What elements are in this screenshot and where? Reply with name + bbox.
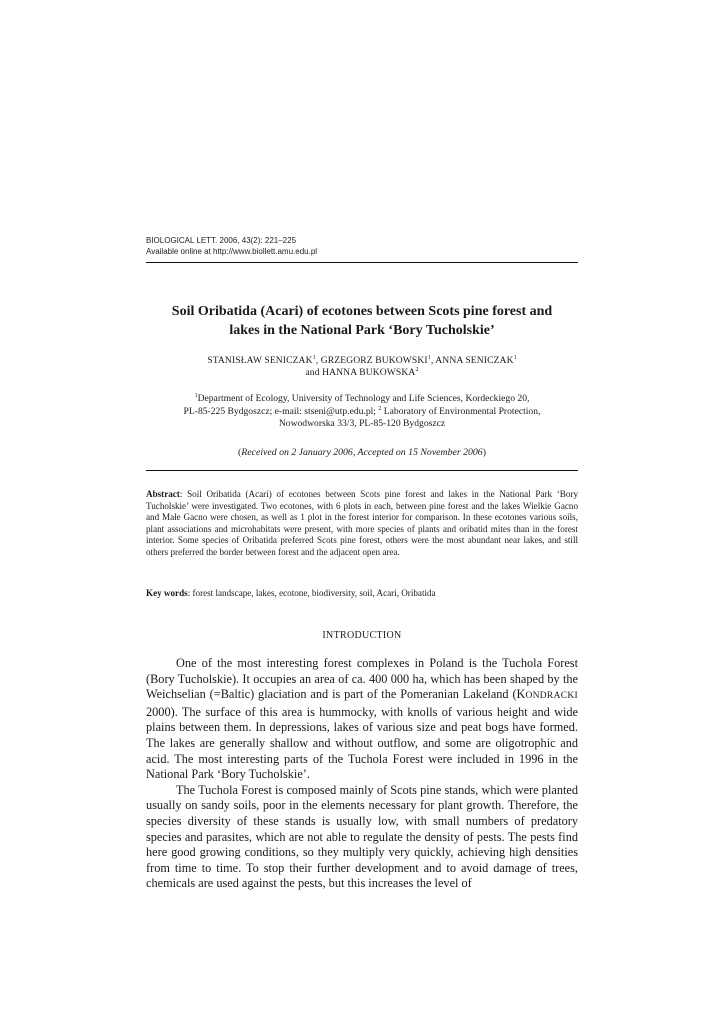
author-3: , ANNA SENICZAK bbox=[430, 355, 514, 366]
intro-paragraph-2: The Tuchola Forest is composed mainly of Scots pine stands, which were planted usually on sandy soils, poor in the elements necessary for plant growth. Therefore, the species diversity of these stands is usually low, with small numbers of predatory species and parasites, which are not able to regulate the density of pests. The pests find here good growing conditions, so they multiply very quickly, achieving high densities from time to time. To stop their further development and to avoid damage of trees, chemicals are used against the pests, but this increases the level of bbox=[146, 782, 578, 891]
abstract-text: : Soil Oribatida (Acari) of ecotones between Scots pine forest and lakes in the National Park ‘Bory Tucholskie’ were investigated. Two ecotones, with 6 plots in each, between pine forest and the lakes Wielkie Gacno and Małe Gacno were chosen, as well as 1 plot in the forest interior for comparison. In these ecotones various soils, plant associations and microhabitats were present, with more species of plants and oribatid mites than in the forest interior. Some species of Oribatida preferred Scots pine forest, others were the most abundant near lakes, and still others preferred the border between forest and the adjacent open area. bbox=[146, 489, 578, 557]
affil-line-2a: PL-85-225 Bydgoszcz; e-mail: stseni@utp.edu.pl; bbox=[183, 405, 379, 417]
author-2: , GRZEGORZ BUKOWSKI bbox=[315, 355, 428, 366]
author-1: STANISŁAW SENICZAK bbox=[207, 355, 313, 366]
author-4: and HANNA BUKOWSKA bbox=[305, 367, 416, 378]
intro-paragraph-1 bbox=[146, 656, 578, 783]
journal-header bbox=[146, 235, 578, 257]
received-open: ( bbox=[238, 447, 242, 458]
affil-line-1: Department of Ecology, University of Technology and Life Sciences, Kordeckiego 20, bbox=[197, 393, 530, 404]
received-dates bbox=[146, 447, 578, 459]
intro-p1-text-a: One of the most interesting forest complexes in Poland is the Tuchola Forest (Bory Tucholskie). It occupies an area of ca. 400 000 ha, which has been shaped by the Weichselian (=Baltic) glaciation and is part of the Pomeranian Lakeland (K bbox=[146, 656, 578, 702]
affil-2-marker: 2 bbox=[378, 405, 382, 412]
affil-1-marker: 1 bbox=[194, 392, 198, 399]
keywords-label: Key words bbox=[146, 588, 188, 598]
title-line-2: lakes in the National Park ‘Bory Tucholskie’ bbox=[229, 323, 495, 338]
keywords-text: : forest landscape, lakes, ecotone, biodiversity, soil, Acari, Oribatida bbox=[187, 588, 436, 598]
author-1-affil: 1 bbox=[312, 354, 316, 361]
section-heading: INTRODUCTION bbox=[322, 630, 402, 641]
author-4-affil: 2 bbox=[415, 366, 419, 373]
abstract bbox=[146, 489, 578, 559]
journal-availability: Available online at http://www.biollett.amu.edu.pl bbox=[146, 247, 318, 256]
affiliations bbox=[146, 393, 578, 431]
abstract-rule bbox=[146, 470, 578, 471]
received-text: Received on 2 January 2006, Accepted on 15 November 2006 bbox=[241, 447, 483, 458]
author-list bbox=[146, 355, 578, 379]
author-2-affil: 1 bbox=[427, 354, 431, 361]
received-close: ) bbox=[482, 447, 486, 458]
keywords bbox=[146, 587, 578, 599]
abstract-label: Abstract bbox=[146, 489, 180, 499]
intro-p1-text-b: 2000). The surface of this area is hummocky, with knolls of various height and wide plains between them. In depressions, lakes of various size and peat bogs have formed. The lakes are generally shallow and without outflow, and some are oligotrophic and acid. The most interesting parts of the Tuchola Forest were included in 1996 in the National Park ‘Bory Tucholskie’. bbox=[146, 704, 578, 782]
author-3-affil: 1 bbox=[513, 354, 517, 361]
article-title bbox=[146, 302, 578, 340]
introduction-body bbox=[146, 656, 578, 892]
affil-line-2b: Laboratory of Environmental Protection, bbox=[381, 405, 541, 417]
affil-line-3: Nowodworska 33/3, PL-85-120 Bydgoszcz bbox=[278, 418, 446, 429]
journal-citation: BIOLOGICAL LETT. 2006, 43(2): 221–225 bbox=[146, 236, 297, 245]
intro-p1-citation-author: ONDRACKI bbox=[525, 691, 578, 702]
title-line-1: Soil Oribatida (Acari) of ecotones between Scots pine forest and bbox=[171, 304, 553, 319]
header-rule bbox=[146, 262, 578, 263]
